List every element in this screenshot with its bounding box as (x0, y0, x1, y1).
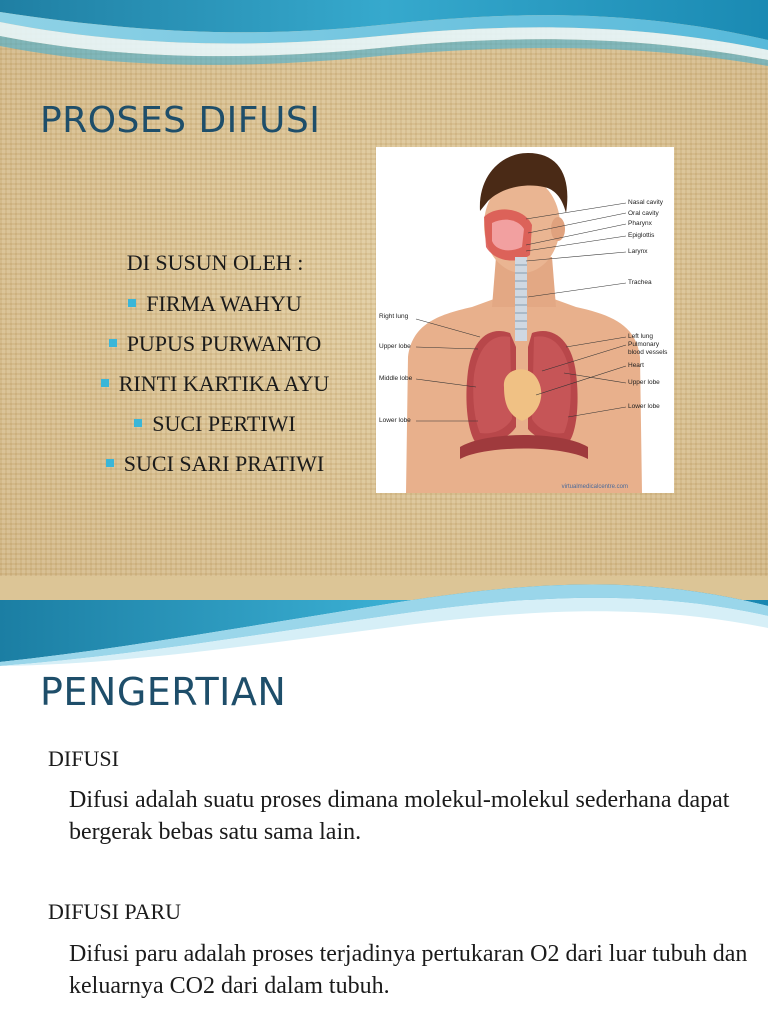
bullet-square-icon (106, 459, 114, 467)
label-epiglottis: Epiglottis (628, 232, 655, 239)
author-item (70, 364, 360, 404)
label-nasal-cavity: Nasal cavity (628, 199, 664, 206)
definition-slide (0, 576, 768, 1024)
author-item (70, 444, 360, 484)
section-heading-difusi: DIFUSI (48, 746, 119, 771)
author-item (70, 324, 360, 364)
label-middle-lobe: Middle lobe (379, 375, 413, 382)
respiratory-system-figure (376, 147, 674, 493)
author-item (70, 284, 360, 324)
bullet-square-icon (128, 299, 136, 307)
label-right-lung: Right lung (379, 313, 409, 320)
label-oral-cavity: Oral cavity (628, 210, 659, 217)
slide-title: PROSES DIFUSI (40, 100, 321, 141)
bullet-square-icon (109, 339, 117, 347)
author-name: PUPUS PURWANTO (126, 331, 322, 356)
section-body-difusi-paru: Difusi paru adalah proses terjadinya pertukaran O2 dari luar tubuh dan keluarnya CO2 dari dalam tubuh. (69, 941, 748, 999)
section-body-difusi: Difusi adalah suatu proses dimana molekul-molekul sederhana dapat bergerak bebas satu sama lain. (69, 787, 730, 845)
label-upper-lobe-left: Upper lobe (379, 343, 411, 350)
author-name: SUCI PERTIWI (152, 411, 296, 436)
label-left-lung: Left lung (628, 333, 653, 340)
author-item (70, 404, 360, 444)
label-pharynx: Pharynx (628, 220, 652, 227)
slide-title: PENGERTIAN (40, 670, 287, 714)
author-name: FIRMA WAHYU (146, 291, 302, 316)
authors-heading: DI SUSUN OLEH : (126, 250, 304, 275)
top-wave-decoration (0, 0, 768, 80)
author-name: SUCI SARI PRATIWI (123, 451, 325, 476)
authors-block (70, 250, 360, 484)
label-pulmonary: Pulmonary (628, 341, 660, 348)
author-list (70, 284, 360, 484)
author-name: RINTI KARTIKA AYU (118, 371, 330, 396)
section-heading-difusi-paru: DIFUSI PARU (48, 899, 182, 924)
label-larynx: Larynx (628, 248, 648, 255)
wave-decoration (0, 576, 768, 666)
bullet-square-icon (134, 419, 142, 427)
label-heart: Heart (628, 362, 644, 369)
label-lower-lobe-left: Lower lobe (379, 417, 411, 424)
label-blood-vessels: blood vessels (628, 349, 668, 356)
figure-credit: virtualmedicalcentre.com (561, 484, 628, 490)
label-trachea: Trachea (628, 279, 652, 286)
bullet-square-icon (101, 379, 109, 387)
label-upper-lobe-right: Upper lobe (628, 379, 660, 386)
label-lower-lobe-right: Lower lobe (628, 403, 660, 410)
